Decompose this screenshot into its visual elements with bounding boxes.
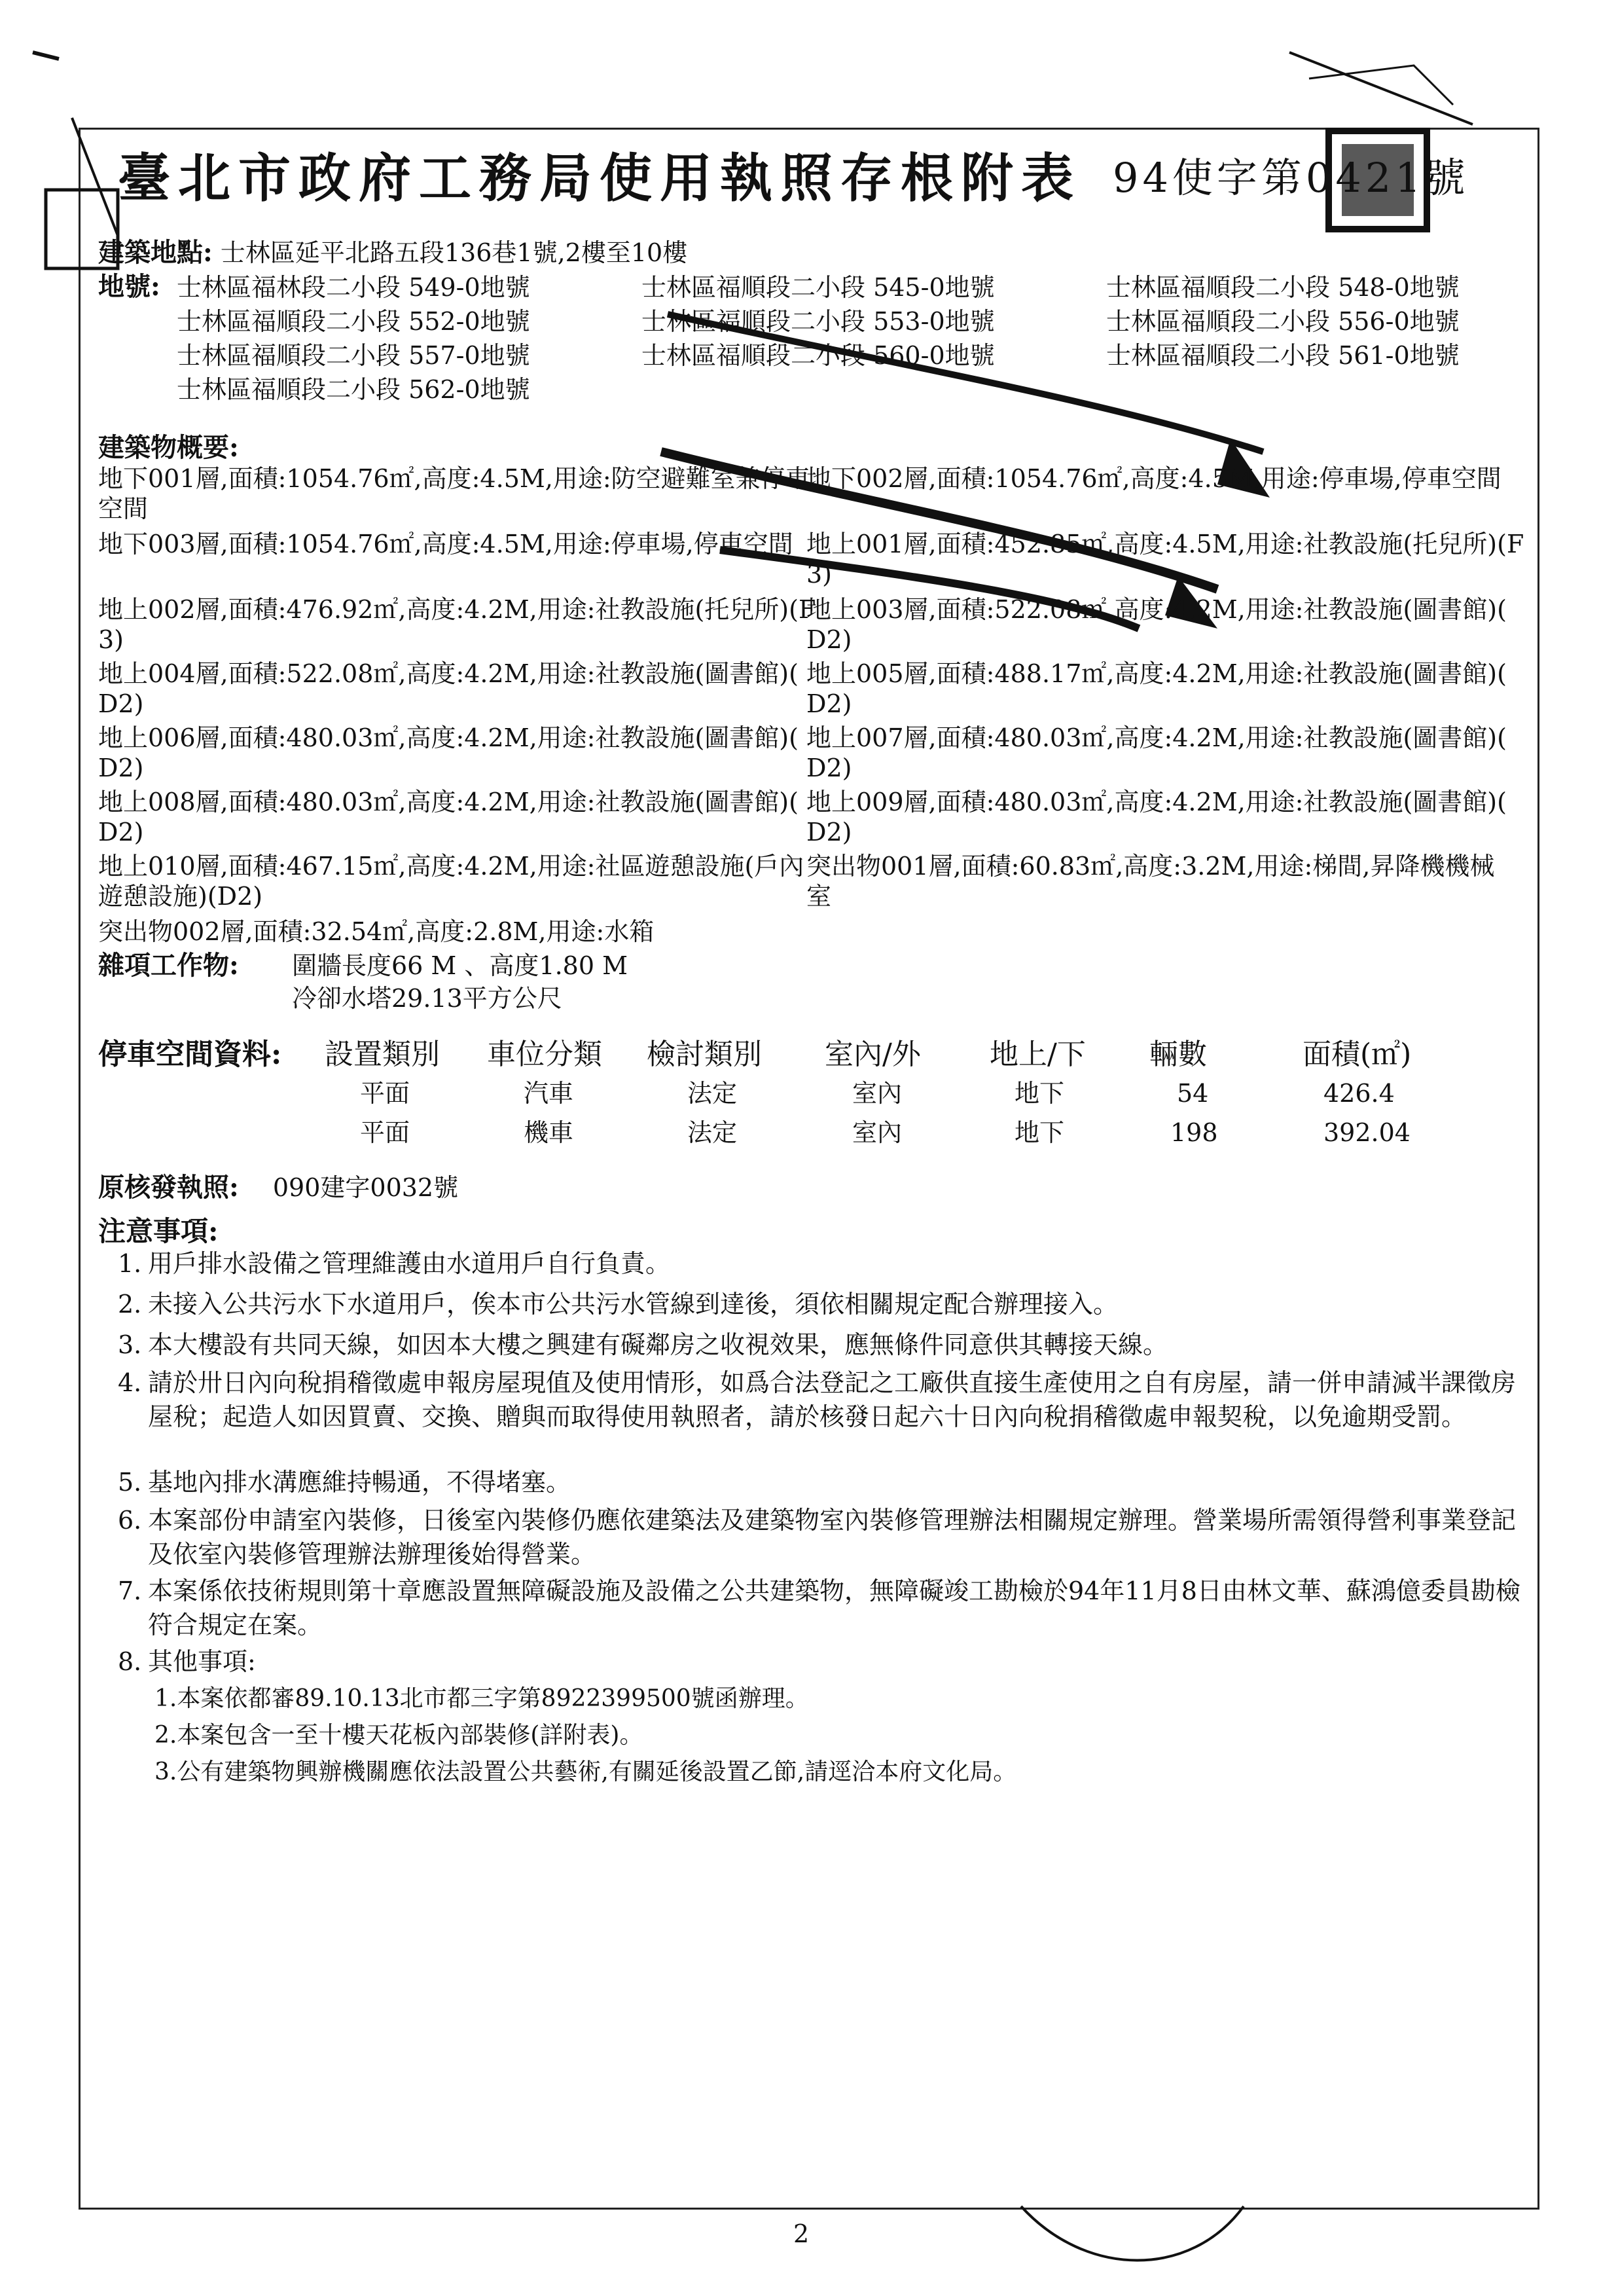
- note-item: 5. 基地內排水溝應維持暢通，不得堵塞。: [118, 1468, 571, 1497]
- lot-item: 士林區福順段二小段 553-0地號: [641, 307, 995, 336]
- note-item: 8. 其他事項:: [118, 1647, 256, 1676]
- note-item: 7. 本案係依技術規則第十章應設置無障礙設施及設備之公共建築物，無障礙竣工勘檢於94年11月8日由林文華、蘇鴻億委員勘檢符合規定在案。: [118, 1576, 1520, 1639]
- note-item: 6. 本案部份申請室內裝修，日後室內裝修仍應依建築法及建築物室內裝修管理辦法相關規定辦理。營業場所需領得營利事業登記及依室內裝修管理辦法辦理後始得營業。: [118, 1506, 1517, 1569]
- floor-row-right: 地上009層,面積:480.03㎡,高度:4.2M,用途:社教設施(圖書館)(: [806, 788, 1507, 816]
- floor-row-left: 遊憩設施)(D2): [98, 882, 263, 911]
- floor-row-right: 地上001層,面積:452.85㎡,高度:4.5M,用途:社教設施(托兒所)(F: [806, 530, 1524, 558]
- parking-header: 面積(㎡): [1303, 1038, 1412, 1071]
- floor-row-right: D2): [806, 689, 852, 718]
- floor-row-right: 突出物001層,面積:60.83㎡,高度:3.2M,用途:梯間,昇降機機械: [806, 852, 1495, 881]
- seal-stamp-bottom: [1008, 2180, 1257, 2291]
- page-number: 2: [793, 2219, 810, 2248]
- lot-item: 士林區福順段二小段 562-0地號: [177, 375, 530, 404]
- floor-row-left: 地上006層,面積:480.03㎡,高度:4.2M,用途:社教設施(圖書館)(: [98, 723, 799, 752]
- parking-header: 車位分類: [487, 1038, 602, 1071]
- parking-header: 設置類別: [325, 1038, 440, 1071]
- lot-item: 士林區福林段二小段 549-0地號: [177, 273, 530, 302]
- lot-item: 士林區福順段二小段 545-0地號: [641, 273, 995, 302]
- note-item: 2. 未接入公共污水下水道用戶，俟本市公共污水管線到達後，須依相關規定配合辦理接入。: [118, 1290, 1119, 1319]
- notes-label: 注意事項:: [98, 1215, 219, 1247]
- parking-cell: 汽車: [524, 1079, 574, 1108]
- floor-row-left: 地下003層,面積:1054.76㎡,高度:4.5M,用途:停車場,停車空間: [98, 530, 793, 558]
- lot-item: 士林區福順段二小段 557-0地號: [177, 341, 530, 370]
- parking-cell: 地下: [1015, 1118, 1065, 1147]
- lot-item: 士林區福順段二小段 548-0地號: [1106, 273, 1460, 302]
- lot-item: 士林區福順段二小段 552-0地號: [177, 307, 530, 336]
- note-item: 1. 用戶排水設備之管理維護由水道用戶自行負責。: [118, 1249, 671, 1278]
- floor-row-left: 3): [98, 625, 124, 654]
- parking-header: 檢討類別: [647, 1038, 762, 1071]
- lot-item: 士林區福順段二小段 556-0地號: [1106, 307, 1460, 336]
- parking-cell: 54: [1177, 1079, 1209, 1108]
- floor-row-left: 地上002層,面積:476.92㎡,高度:4.2M,用途:社教設施(托兒所)(F: [98, 595, 816, 624]
- address-label: 建築地點:: [98, 237, 213, 268]
- misc-works-item: 圍牆長度66 M 、高度1.80 M: [292, 951, 628, 980]
- parking-cell: 平面: [360, 1079, 410, 1108]
- original-permit: [98, 1172, 458, 1203]
- floor-row-left: D2): [98, 754, 144, 782]
- floor-row-left: 空間: [98, 494, 149, 523]
- parking-header: 地上/下: [990, 1038, 1086, 1071]
- document-title: 臺北市政府工務局使用執照存根附表: [118, 147, 1081, 209]
- address-value: 士林區延平北路五段136巷1號,2樓至10樓: [220, 238, 688, 267]
- document-number: 94使字第0421號: [1113, 154, 1469, 202]
- parking-header: 室內/外: [825, 1038, 921, 1071]
- floor-row-right: D2): [806, 754, 852, 782]
- note-item: 4. 請於卅日內向稅捐稽徵處申報房屋現值及使用情形，如爲合法登記之工廠供直接生產使用之自有房屋，請一併申請減半課徵房屋稅；起造人如因買賣、交換、贈與而取得使用執照者，請於核發日起六十日內向稅捐稽徵處申報契稅，以免逾期受罰。: [118, 1368, 1517, 1431]
- parking-cell: 室內: [852, 1079, 903, 1108]
- floor-row-left: D2): [98, 689, 144, 718]
- lot-item: 士林區福順段二小段 560-0地號: [641, 341, 995, 370]
- parking-cell: 426.4: [1323, 1079, 1395, 1108]
- note-item: 3. 本大樓設有共同天線，如因本大樓之興建有礙鄰房之收視效果，應無條件同意供其轉接天線。: [118, 1330, 1168, 1359]
- parking-cell: 法定: [687, 1118, 738, 1147]
- address-section: [98, 237, 687, 268]
- other-item: 1.本案依都審89.10.13北市都三字第8922399500號函辦理。: [154, 1685, 809, 1712]
- parking-label: 停車空間資料:: [98, 1038, 282, 1071]
- lot-item: 士林區福順段二小段 561-0地號: [1106, 341, 1460, 370]
- floor-row-left: 地上010層,面積:467.15㎡,高度:4.2M,用途:社區遊憩設施(戶內: [98, 852, 804, 881]
- floor-row-right: D2): [806, 625, 852, 654]
- floor-row-right: D2): [806, 818, 852, 847]
- floor-row-right: 3): [806, 560, 833, 589]
- floor-row-left: D2): [98, 818, 144, 847]
- floor-row-right: 地上005層,面積:488.17㎡,高度:4.2M,用途:社教設施(圖書館)(: [806, 659, 1507, 688]
- parking-header: 輛數: [1149, 1038, 1207, 1071]
- floor-row-right: 地下002層,面積:1054.76㎡,高度:4.5M,用途:停車場,停車空間: [806, 464, 1501, 493]
- original-permit-label: 原核發執照:: [98, 1172, 239, 1203]
- floor-row-right: 地上003層,面積:522.08㎡,高度:4.2M,用途:社教設施(圖書館)(: [806, 595, 1507, 624]
- other-item: 3.公有建築物興辦機關應依法設置公共藝術,有關延後設置乙節,請逕洽本府文化局。: [154, 1758, 1017, 1785]
- parking-cell: 198: [1170, 1118, 1218, 1147]
- parking-cell: 室內: [852, 1118, 903, 1147]
- parking-cell: 機車: [524, 1118, 574, 1147]
- floor-row-left: 地下001層,面積:1054.76㎡,高度:4.5M,用途:防空避難室兼停車: [98, 464, 810, 493]
- parking-cell: 392.04: [1323, 1118, 1411, 1147]
- floor-row-left: 地上008層,面積:480.03㎡,高度:4.2M,用途:社教設施(圖書館)(: [98, 788, 799, 816]
- other-item: 2.本案包含一至十樓天花板內部裝修(詳附表)。: [154, 1722, 643, 1749]
- misc-works-label: 雜項工作物:: [98, 950, 239, 981]
- building-overview-label: 建築物概要:: [98, 432, 239, 463]
- floor-row-right: 室: [806, 882, 832, 911]
- original-permit-value: 090建字0032號: [272, 1173, 459, 1202]
- parking-cell: 平面: [360, 1118, 410, 1147]
- parking-cell: 地下: [1015, 1079, 1065, 1108]
- parking-cell: 法定: [687, 1079, 738, 1108]
- floor-row-left: 地上004層,面積:522.08㎡,高度:4.2M,用途:社教設施(圖書館)(: [98, 659, 799, 688]
- floor-row-right: 地上007層,面積:480.03㎡,高度:4.2M,用途:社教設施(圖書館)(: [806, 723, 1507, 752]
- lots-label: 地號:: [98, 271, 160, 302]
- floor-row-left: 突出物002層,面積:32.54㎡,高度:2.8M,用途:水箱: [98, 917, 655, 946]
- misc-works-item: 冷卻水塔29.13平方公尺: [292, 984, 562, 1013]
